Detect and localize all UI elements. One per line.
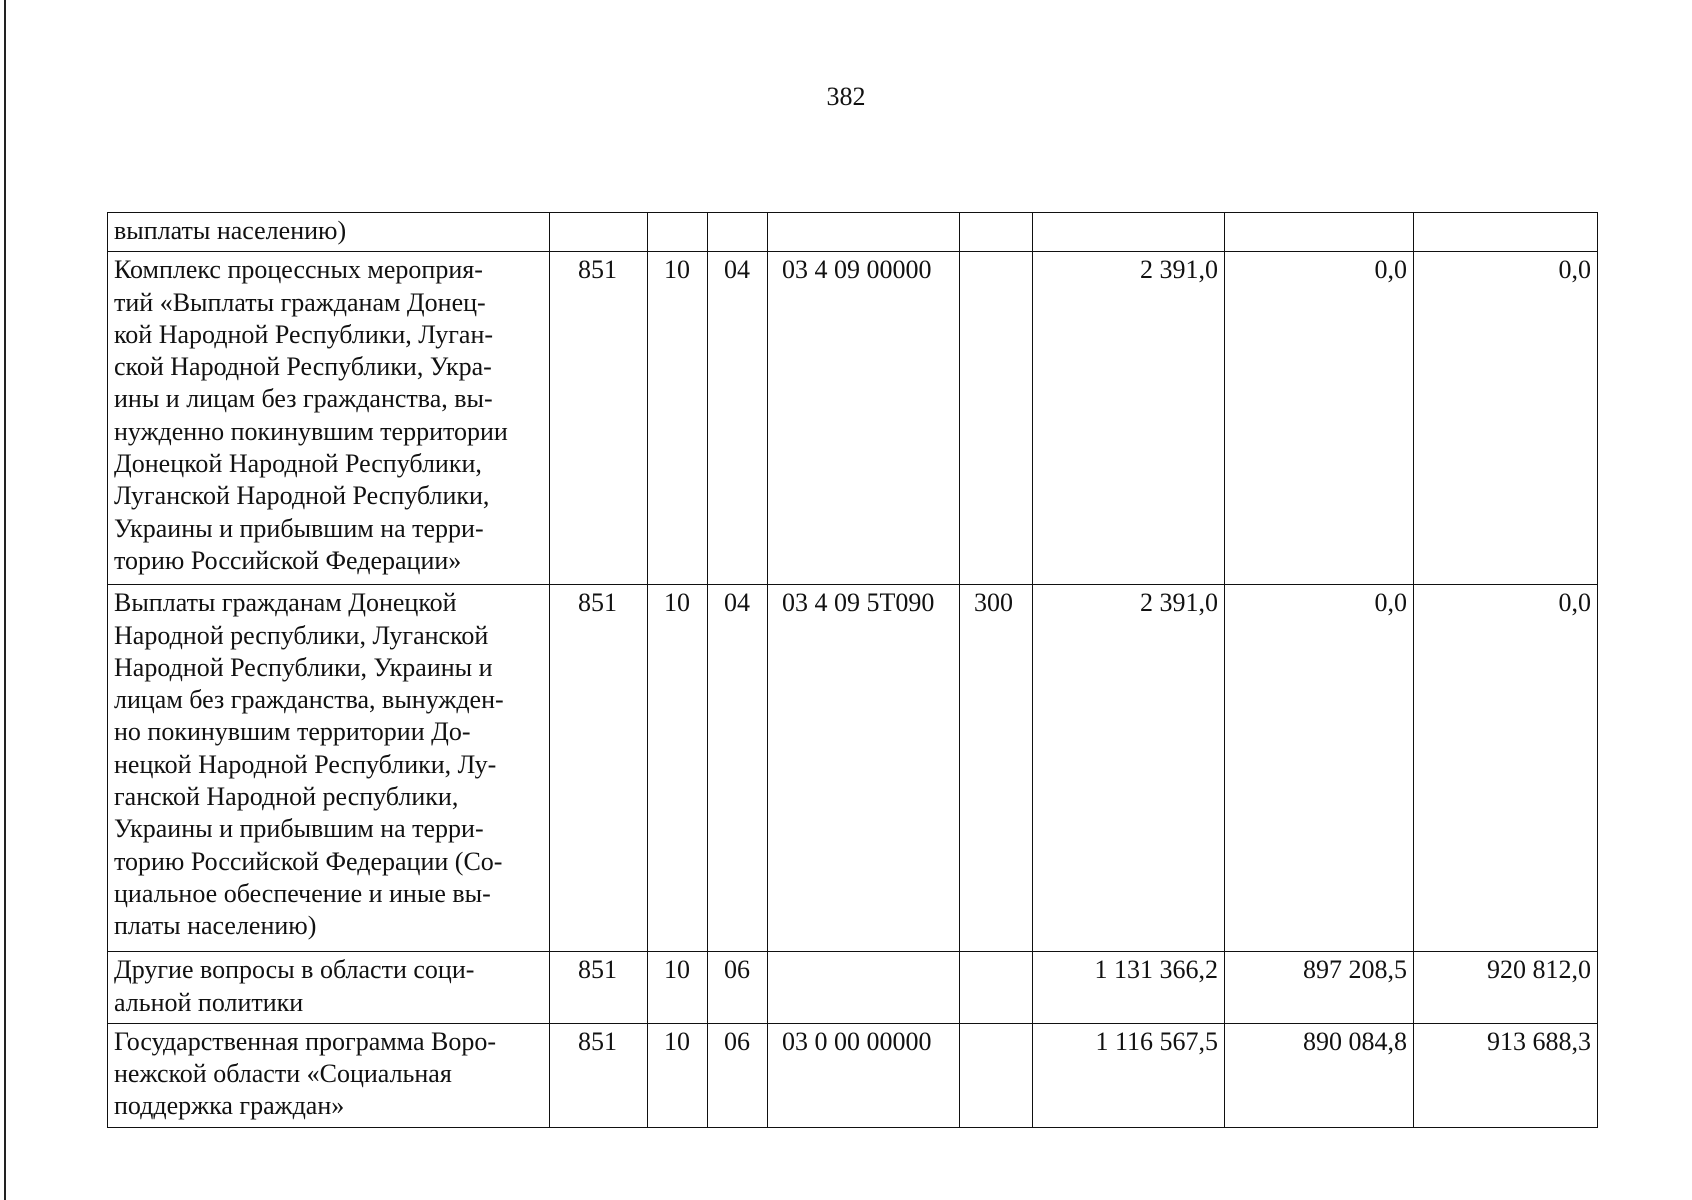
amount-year1-cell: 2 391,0 bbox=[1033, 252, 1225, 585]
target-article-code-cell: 03 4 09 5Т090 bbox=[768, 585, 960, 952]
page-left-border-line bbox=[4, 0, 6, 1200]
grbs-code-cell: 851 bbox=[550, 585, 648, 952]
amount-year1-cell: 1 116 567,5 bbox=[1033, 1023, 1225, 1127]
amount-year2-cell: 897 208,5 bbox=[1225, 952, 1414, 1024]
table-row bbox=[108, 585, 1598, 952]
row-name-cell: Выплаты гражданам Донецкой Народной республики, Луганской Народной Республики, Украины и лицам без гражданства, вынужден- но покинувшим территории До- нецкой Народной Республики, Лу- ганской Народной республики, Украины и прибывшим на терри- торию Российской Федерации (Со- циальное обеспечение и иные вы- платы населению) bbox=[108, 585, 550, 952]
amount-year2-cell: 0,0 bbox=[1225, 585, 1414, 952]
section-code-cell: 10 bbox=[648, 952, 708, 1024]
budget-table bbox=[107, 212, 1598, 1128]
amount-year3-cell: 920 812,0 bbox=[1414, 952, 1598, 1024]
amount-year1-cell: 2 391,0 bbox=[1033, 585, 1225, 952]
amount-year1-cell: 1 131 366,2 bbox=[1033, 952, 1225, 1024]
amount-year2-cell: 0,0 bbox=[1225, 252, 1414, 585]
grbs-code-cell bbox=[550, 213, 648, 252]
row-name-cell: выплаты населению) bbox=[108, 213, 550, 252]
subsection-code-cell: 06 bbox=[708, 1023, 768, 1127]
grbs-code-cell: 851 bbox=[550, 952, 648, 1024]
expense-type-code-cell bbox=[960, 252, 1033, 585]
row-name-cell: Комплекс процессных мероприя- тий «Выплаты гражданам Донец- кой Народной Республики, Луган- ской Народной Республики, Укра- ины и лицам без гражданства, вы- нужденно покинувшим территории Донецкой Народной Республики, Луганской Народной Республики, Украины и прибывшим на терри- торию Российской Федерации» bbox=[108, 252, 550, 585]
amount-year2-cell: 890 084,8 bbox=[1225, 1023, 1414, 1127]
row-name-cell: Другие вопросы в области соци- альной политики bbox=[108, 952, 550, 1024]
row-name-cell: Государственная программа Воро- нежской области «Социальная поддержка граждан» bbox=[108, 1023, 550, 1127]
amount-year3-cell: 0,0 bbox=[1414, 585, 1598, 952]
section-code-cell bbox=[648, 213, 708, 252]
amount-year3-cell: 0,0 bbox=[1414, 252, 1598, 585]
page-number: 382 bbox=[826, 82, 866, 111]
amount-year2-cell bbox=[1225, 213, 1414, 252]
target-article-code-cell bbox=[768, 952, 960, 1024]
section-code-cell: 10 bbox=[648, 1023, 708, 1127]
amount-year1-cell bbox=[1033, 213, 1225, 252]
table-row bbox=[108, 213, 1598, 252]
grbs-code-cell: 851 bbox=[550, 252, 648, 585]
subsection-code-cell: 04 bbox=[708, 585, 768, 952]
subsection-code-cell: 04 bbox=[708, 252, 768, 585]
amount-year3-cell: 913 688,3 bbox=[1414, 1023, 1598, 1127]
section-code-cell: 10 bbox=[648, 252, 708, 585]
expense-type-code-cell bbox=[960, 952, 1033, 1024]
grbs-code-cell: 851 bbox=[550, 1023, 648, 1127]
subsection-code-cell bbox=[708, 213, 768, 252]
table-row bbox=[108, 252, 1598, 585]
subsection-code-cell: 06 bbox=[708, 952, 768, 1024]
section-code-cell: 10 bbox=[648, 585, 708, 952]
expense-type-code-cell bbox=[960, 213, 1033, 252]
expense-type-code-cell bbox=[960, 1023, 1033, 1127]
target-article-code-cell: 03 4 09 00000 bbox=[768, 252, 960, 585]
expense-type-code-cell: 300 bbox=[960, 585, 1033, 952]
target-article-code-cell: 03 0 00 00000 bbox=[768, 1023, 960, 1127]
table-row bbox=[108, 1023, 1598, 1127]
table-row bbox=[108, 952, 1598, 1024]
amount-year3-cell bbox=[1414, 213, 1598, 252]
target-article-code-cell bbox=[768, 213, 960, 252]
